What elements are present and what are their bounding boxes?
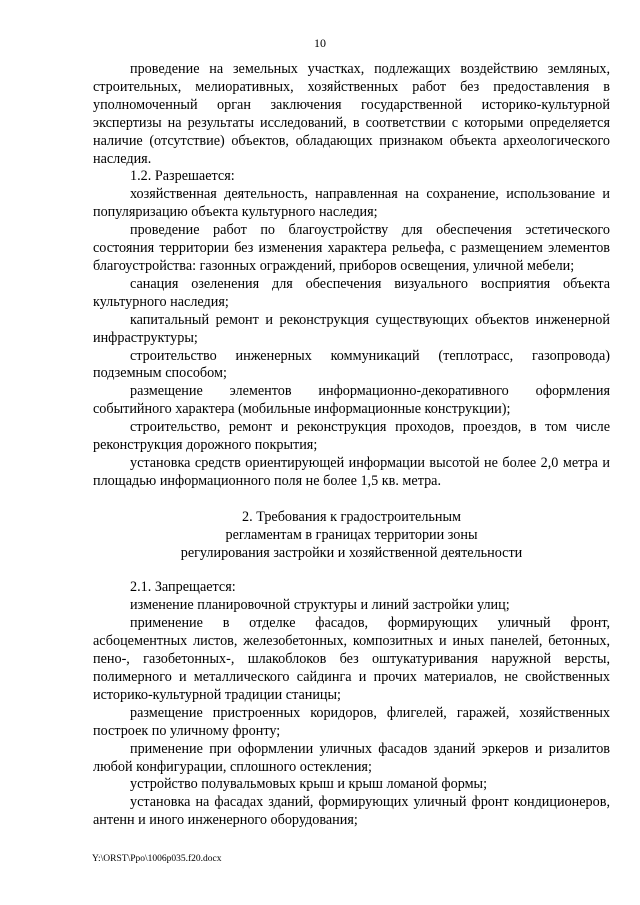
page-number: 10 (314, 36, 326, 50)
paragraph: изменение планировочной структуры и линий застройки улиц; (130, 597, 510, 614)
section-heading-line: регулирования застройки и хозяйственной деятельности (180, 544, 523, 561)
footer-file-path: Y:\ORST\Ppo\1006p035.f20.docx (92, 854, 222, 864)
paragraph: применение в отделке фасадов, формирующих уличный фронт, асбоцементных листов, железобетонных, композитных и иных панелей, бетонных, пено-, газобетонных-, шлакоблоков без оштукатуривания наружной версты, полимерного и металлического сайдинга и прочих материалов, не свойственных историко-культурной традиции станицы; (93, 615, 610, 703)
section-label: 2.1. Запрещается: (130, 579, 236, 596)
paragraph: строительство инженерных коммуникаций (теплотрасс, газопровода) подземным способом; (93, 347, 610, 382)
paragraph: проведение работ по благоустройству для обеспечения эстетического состояния территории без изменения характера рельефа, с размещением элементов благоустройства: газонных ограждений, приборов освещения, уличной мебели; (93, 222, 610, 274)
paragraph: капитальный ремонт и реконструкция существующих объектов инженерной инфраструктуры; (93, 311, 610, 346)
paragraph: применение при оформлении уличных фасадов зданий эркеров и ризалитов любой конфигурации, сплошного остекления; (93, 740, 610, 775)
paragraph: установка средств ориентирующей информации высотой не более 2,0 метра и площадью информационного поля не более 1,5 кв. метра. (93, 454, 610, 489)
paragraph: устройство полувальмовых крыш и крыш ломаной формы; (130, 776, 488, 793)
paragraph: установка на фасадах зданий, формирующих уличный фронт кондиционеров, антенн и иного инженерного оборудования; (93, 794, 610, 829)
section-heading-line: регламентам в границах территории зоны (225, 526, 478, 543)
paragraph: санация озеленения для обеспечения визуального восприятия объекта культурного наследия; (93, 275, 610, 310)
paragraph: проведение на земельных участках, подлежащих воздействию земляных, строительных, мелиоративных, хозяйственных работ без предоставления в уполномоченный орган заключения государственной историко-культурной экспертизы на результаты исследований, в соответствии с которыми определяется наличие (отсутствие) объектов, обладающих признаком объекта археологического наследия. (93, 61, 610, 167)
document-body (93, 61, 610, 830)
paragraph: строительство, ремонт и реконструкция проходов, проездов, в том числе реконструкция дорожного покрытия; (93, 419, 610, 454)
paragraph: размещение элементов информационно-декоративного оформления событийного характера (мобильные информационные конструкции); (93, 383, 610, 418)
section-heading (93, 509, 610, 563)
paragraph: хозяйственная деятельность, направленная на сохранение, использование и популяризацию объекта культурного наследия; (93, 186, 610, 221)
section-heading-line: 2. Требования к градостроительным (242, 508, 461, 525)
section-label: 1.2. Разрешается: (130, 168, 235, 185)
paragraph: размещение пристроенных коридоров, флигелей, гаражей, хозяйственных построек по уличному фронту; (93, 704, 610, 739)
